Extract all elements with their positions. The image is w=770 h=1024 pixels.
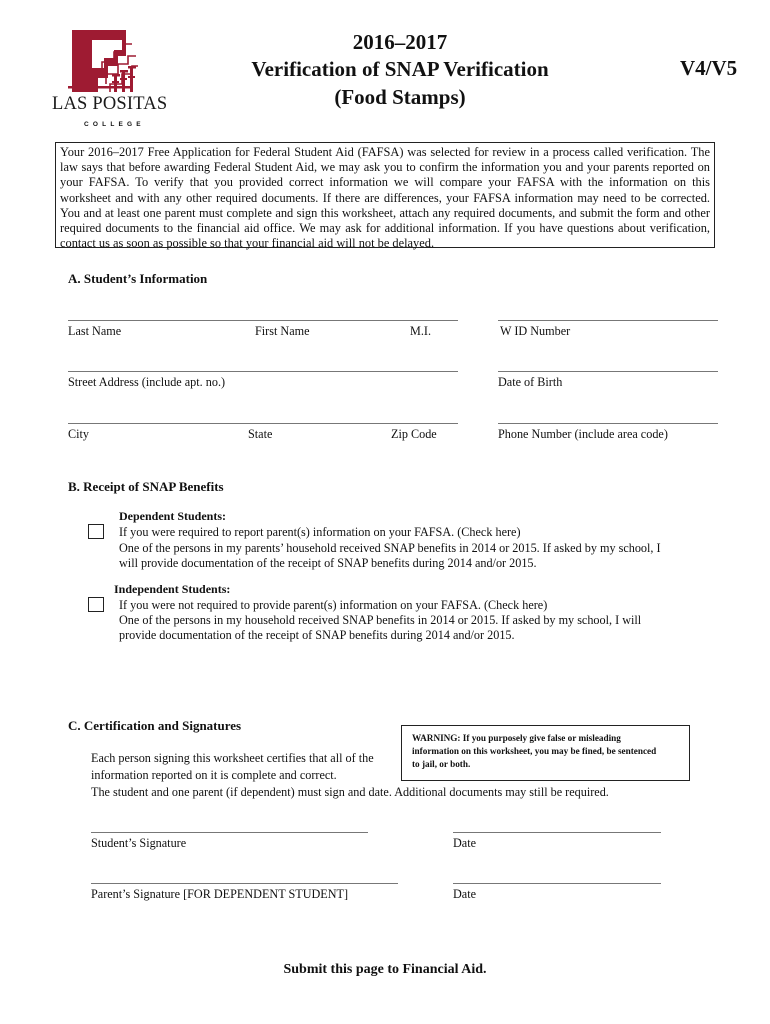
student-date-label: Date <box>453 836 477 850</box>
parent-date-label: Date <box>453 887 477 901</box>
dependent-students-heading: Dependent Students: <box>119 509 227 523</box>
warning-line-2: information on this worksheet, you may be fined, be sentenced <box>412 746 657 756</box>
independent-line-1: If you were not required to provide parent(s) information on your FAFSA. (Check here) <box>119 598 548 612</box>
dependent-line-3: will provide documentation of the receipt of SNAP benefits during 2014 and/or 2015. <box>119 556 537 570</box>
certification-line-3: The student and one parent (if dependent) must sign and date. Additional documents may still be required. <box>91 785 609 799</box>
section-c-heading: C. Certification and Signatures <box>68 718 242 733</box>
intro-paragraph: Your 2016–2017 Free Application for Federal Student Aid (FAFSA) was selected for review in a process called verification. The law says that before awarding Federal Student Aid, we may ask you to confirm the information you and your parents reported on your FAFSA. To verify that you provided correct information we will compare your FAFSA with the information on this worksheet and with any other required documents. If there are differences, your FAFSA information may need to be corrected. You and at least one parent must complete and sign this worksheet, attach any required documents, and submit the form and other required documents to the financial aid office. We may ask for additional information. If you have questions about verification, contact us as soon as possible so that your financial aid will not be delayed. <box>60 145 710 251</box>
city-label: City <box>68 427 89 441</box>
zip-code-label: Zip Code <box>391 427 437 441</box>
las-positas-logo <box>52 26 164 132</box>
independent-students-heading: Independent Students: <box>114 582 231 596</box>
independent-line-3: provide documentation of the receipt of SNAP benefits during 2014 and/or 2015. <box>119 628 515 642</box>
phone-number-label: Phone Number (include area code) <box>498 427 668 441</box>
certification-line-1: Each person signing this worksheet certifies that all of the <box>91 751 374 765</box>
logo-subtitle: COLLEGE <box>84 121 145 128</box>
logo-wordmark: LAS POSITAS <box>52 94 168 114</box>
w-id-label: W ID Number <box>500 324 571 338</box>
submit-instruction: Submit this page to Financial Aid. <box>283 962 487 977</box>
warning-box <box>401 725 690 781</box>
independent-checkbox[interactable] <box>88 597 104 612</box>
form-title: Verification of SNAP Verification <box>251 57 549 81</box>
parent-signature-label: Parent’s Signature [FOR DEPENDENT STUDENT] <box>91 887 349 901</box>
warning-line-1: WARNING: If you purposely give false or misleading <box>412 733 621 743</box>
street-address-label: Street Address (include apt. no.) <box>68 375 226 389</box>
city-state-zip-field[interactable] <box>68 423 458 424</box>
w-id-field[interactable] <box>498 320 718 321</box>
date-of-birth-label: Date of Birth <box>498 375 563 389</box>
independent-line-2: One of the persons in my household received SNAP benefits in 2014 or 2015. If asked by my school, I will <box>119 613 642 627</box>
form-year: 2016–2017 <box>352 30 448 54</box>
first-name-label: First Name <box>255 324 310 338</box>
street-address-field[interactable] <box>68 371 458 372</box>
certification-line-2: information reported on it is complete and correct. <box>91 768 337 782</box>
intro-box <box>55 142 715 251</box>
section-b-heading: B. Receipt of SNAP Benefits <box>68 479 224 494</box>
phone-number-field[interactable] <box>498 423 718 424</box>
student-signature-label: Student’s Signature <box>91 836 187 850</box>
last-name-label: Last Name <box>68 324 122 338</box>
mi-label: M.I. <box>410 324 431 338</box>
name-field[interactable] <box>68 320 458 321</box>
state-label: State <box>248 427 273 441</box>
parent-signature-field[interactable] <box>91 883 398 884</box>
dependent-line-1: If you were required to report parent(s) information on your FAFSA. (Check here) <box>119 525 521 539</box>
dependent-checkbox[interactable] <box>88 524 104 539</box>
student-signature-field[interactable] <box>91 832 368 833</box>
parent-date-field[interactable] <box>453 883 661 884</box>
dependent-line-2: One of the persons in my parents’ household received SNAP benefits in 2014 or 2015. If asked by my school, I <box>119 541 661 555</box>
form-version: V4/V5 <box>680 56 738 80</box>
section-a-heading: A. Student’s Information <box>68 271 208 286</box>
form-subtitle: (Food Stamps) <box>334 85 466 109</box>
student-date-field[interactable] <box>453 832 661 833</box>
date-of-birth-field[interactable] <box>498 371 718 372</box>
warning-line-3: to jail, or both. <box>412 759 471 769</box>
